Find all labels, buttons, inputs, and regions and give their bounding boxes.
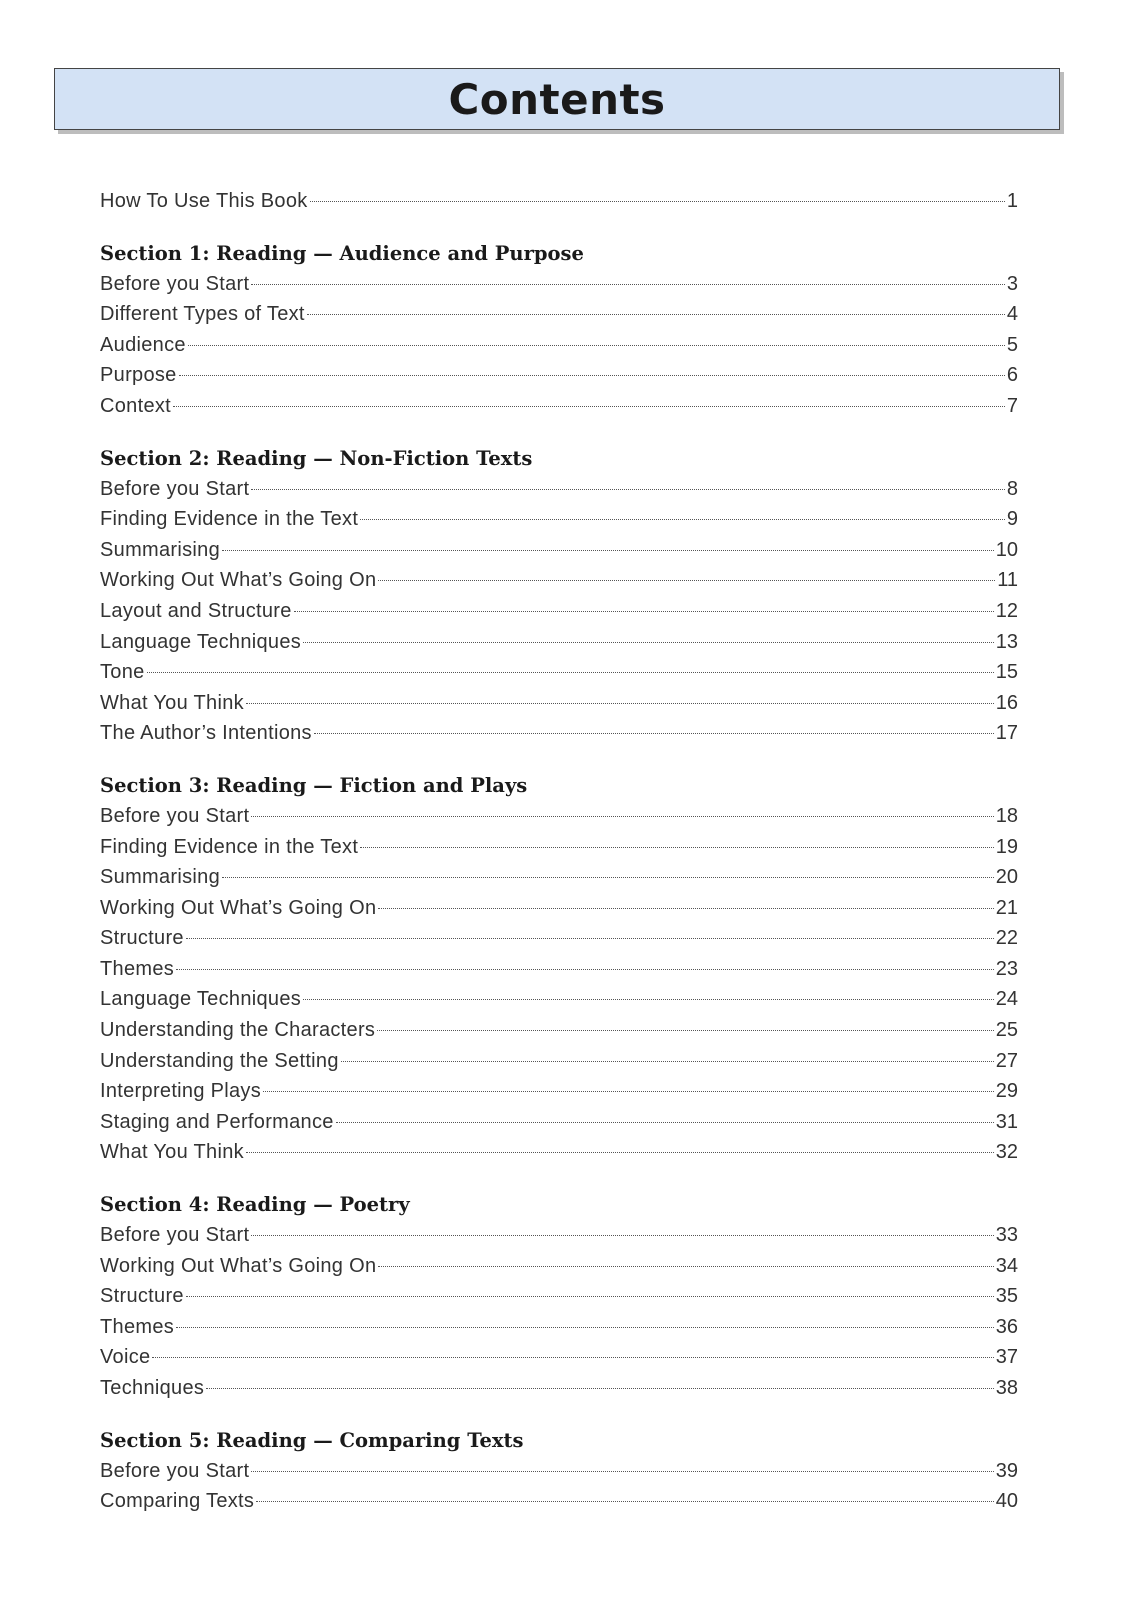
- toc-entry[interactable]: [100, 1107, 1018, 1138]
- dot-leader: [303, 642, 994, 643]
- toc-entry-label: Finding Evidence in the Text: [100, 835, 359, 858]
- toc-entry-label: Before you Start: [100, 272, 250, 295]
- toc-entry-page: 8: [1006, 477, 1018, 500]
- toc-entry-label: Before you Start: [100, 477, 250, 500]
- toc-entry[interactable]: [100, 330, 1018, 361]
- toc-entry-label: Themes: [100, 1315, 175, 1338]
- toc-entry-page: 39: [995, 1459, 1018, 1482]
- toc-entry-label: Working Out What’s Going On: [100, 1254, 377, 1277]
- toc-entry-label: What You Think: [100, 1141, 244, 1164]
- toc-entry-page: 15: [995, 661, 1018, 684]
- toc-entry-page: 33: [995, 1224, 1018, 1247]
- dot-leader: [152, 1357, 993, 1358]
- toc-entry-label: Language Techniques: [100, 630, 302, 653]
- toc-entry[interactable]: [100, 535, 1018, 566]
- toc-entry-page: 1: [1006, 190, 1018, 212]
- toc-entry-label: Audience: [100, 333, 186, 356]
- toc-entry-page: 11: [997, 569, 1018, 592]
- toc-entry-page: 13: [995, 630, 1018, 653]
- toc-entry-page: 9: [1006, 508, 1018, 531]
- toc-entry-label: Summarising: [100, 538, 220, 561]
- toc-entry-label: Interpreting Plays: [100, 1080, 262, 1103]
- dot-leader: [303, 999, 994, 1000]
- dot-leader: [307, 314, 1005, 315]
- dot-leader: [360, 519, 1005, 520]
- dot-leader: [263, 1091, 994, 1092]
- toc-section-1: [100, 239, 1018, 422]
- toc-entry-page: 38: [995, 1377, 1018, 1399]
- dot-leader: [246, 1152, 994, 1153]
- section-title: Section 4: Reading — Poetry: [100, 1193, 410, 1217]
- toc-entry-page: 35: [995, 1285, 1018, 1308]
- section-title: Section 3: Reading — Fiction and Plays: [100, 773, 528, 797]
- dot-leader: [176, 1327, 994, 1328]
- toc-entry[interactable]: [100, 360, 1018, 391]
- toc-entry[interactable]: [100, 984, 1018, 1015]
- toc-entry[interactable]: [100, 627, 1018, 658]
- toc-entry-page: 16: [995, 691, 1018, 714]
- toc-entry-label: Working Out What’s Going On: [100, 896, 377, 919]
- toc-entry-page: 34: [995, 1254, 1018, 1277]
- dot-leader: [336, 1122, 994, 1123]
- toc-entry-label: Context: [100, 394, 172, 417]
- dot-leader: [251, 284, 1005, 285]
- contents-banner: [54, 68, 1060, 130]
- toc-entry[interactable]: [100, 565, 1018, 596]
- toc-entry-page: 5: [1006, 333, 1018, 356]
- toc-entry-label: What You Think: [100, 691, 244, 714]
- toc-entry-page: 7: [1006, 394, 1018, 417]
- toc-entry-label: The Author’s Intentions: [100, 722, 312, 745]
- toc-entry-page: 29: [995, 1080, 1018, 1103]
- toc-entry[interactable]: [100, 1342, 1018, 1373]
- toc-entry-page: 40: [995, 1490, 1018, 1513]
- toc-entry-page: 22: [995, 927, 1018, 950]
- toc-entry-page: 32: [995, 1141, 1018, 1164]
- toc-entry[interactable]: [100, 1137, 1018, 1168]
- toc-entry-label: Before you Start: [100, 1459, 250, 1482]
- dot-leader: [341, 1061, 994, 1062]
- dot-leader: [314, 733, 994, 734]
- toc-entry-label: How To Use This Book: [100, 190, 308, 212]
- toc-entry[interactable]: [100, 1251, 1018, 1282]
- dot-leader: [378, 908, 993, 909]
- toc-entry-page: 23: [995, 957, 1018, 980]
- toc-entry-label: Finding Evidence in the Text: [100, 508, 359, 531]
- dot-leader: [186, 938, 994, 939]
- dot-leader: [251, 489, 1005, 490]
- dot-leader: [377, 1030, 994, 1031]
- section-title: Section 5: Reading — Comparing Texts: [100, 1428, 524, 1452]
- toc-entry[interactable]: [100, 923, 1018, 954]
- dot-leader: [360, 847, 994, 848]
- dot-leader: [176, 969, 994, 970]
- toc-entry-label: Understanding the Setting: [100, 1049, 339, 1072]
- toc-entry-page: 24: [995, 988, 1018, 1011]
- toc-entry-label: Different Types of Text: [100, 303, 305, 326]
- toc-entry[interactable]: [100, 801, 1018, 832]
- toc-entry-page: 19: [995, 835, 1018, 858]
- toc-entry[interactable]: [100, 1456, 1018, 1487]
- dot-leader: [294, 611, 994, 612]
- toc-section-5: [100, 1426, 1018, 1517]
- toc-entry[interactable]: [100, 1373, 1018, 1404]
- dot-leader: [179, 375, 1005, 376]
- toc-entry[interactable]: [100, 596, 1018, 627]
- toc-entry-page: 3: [1006, 272, 1018, 295]
- dot-leader: [310, 201, 1005, 202]
- toc-entry[interactable]: [100, 1046, 1018, 1077]
- toc-section-3: [100, 771, 1018, 1168]
- toc-entry-label: Techniques: [100, 1377, 205, 1399]
- toc-entry-label: Staging and Performance: [100, 1110, 334, 1133]
- toc-entry-label: Layout and Structure: [100, 599, 292, 622]
- toc-entry[interactable]: [100, 657, 1018, 688]
- toc-entry[interactable]: [100, 718, 1018, 749]
- dot-leader: [147, 672, 994, 673]
- toc-entry[interactable]: [100, 1312, 1018, 1343]
- toc-entry[interactable]: [100, 1281, 1018, 1312]
- toc-entry-page: 37: [995, 1346, 1018, 1369]
- table-of-contents: [100, 186, 1018, 1517]
- toc-entry-page: 12: [995, 599, 1018, 622]
- toc-entry-label: Voice: [100, 1346, 151, 1369]
- toc-entry[interactable]: [100, 893, 1018, 924]
- dot-leader: [378, 580, 995, 581]
- toc-entry[interactable]: [100, 954, 1018, 985]
- dot-leader: [246, 703, 994, 704]
- toc-entry-page: 36: [995, 1315, 1018, 1338]
- toc-entry-page: 10: [995, 538, 1018, 561]
- toc-entry-label: Structure: [100, 927, 184, 950]
- toc-entry[interactable]: [100, 269, 1018, 300]
- toc-entry[interactable]: [100, 688, 1018, 719]
- toc-entry-page: 6: [1006, 364, 1018, 387]
- toc-entry[interactable]: [100, 504, 1018, 535]
- toc-entry[interactable]: [100, 1076, 1018, 1107]
- toc-entry[interactable]: [100, 391, 1018, 422]
- dot-leader: [188, 345, 1005, 346]
- dot-leader: [186, 1296, 994, 1297]
- toc-section-2: [100, 444, 1018, 749]
- toc-entry-page: 27: [995, 1049, 1018, 1072]
- toc-entry-page: 21: [995, 896, 1018, 919]
- toc-entry[interactable]: [100, 832, 1018, 863]
- dot-leader: [222, 550, 994, 551]
- dot-leader: [222, 877, 994, 878]
- dot-leader: [251, 1471, 993, 1472]
- toc-entry-page: 4: [1006, 303, 1018, 326]
- toc-entry-label: Before you Start: [100, 1224, 250, 1247]
- toc-entry[interactable]: [100, 1220, 1018, 1251]
- toc-entry-page: 25: [995, 1019, 1018, 1042]
- toc-entry-label: Tone: [100, 661, 145, 684]
- toc-entry-page: 17: [995, 722, 1018, 745]
- section-title: Section 1: Reading — Audience and Purpose: [100, 241, 584, 265]
- toc-entry-label: Comparing Texts: [100, 1490, 255, 1513]
- dot-leader: [206, 1388, 994, 1389]
- dot-leader: [173, 406, 1005, 407]
- toc-entry-page: 20: [995, 866, 1018, 889]
- toc-entry-label: Themes: [100, 957, 175, 980]
- dot-leader: [251, 1235, 993, 1236]
- toc-section-4: [100, 1190, 1018, 1404]
- dot-leader: [378, 1266, 993, 1267]
- toc-entry-label: Structure: [100, 1285, 184, 1308]
- section-title: Section 2: Reading — Non-Fiction Texts: [100, 446, 533, 470]
- toc-entry-label: Purpose: [100, 364, 177, 387]
- toc-entry[interactable]: [100, 1015, 1018, 1046]
- toc-entry[interactable]: [100, 1486, 1018, 1517]
- page-title: Contents: [448, 74, 666, 124]
- toc-entry-label: Language Techniques: [100, 988, 302, 1011]
- toc-entry-page: 18: [995, 804, 1018, 827]
- dot-leader: [251, 816, 993, 817]
- toc-entry[interactable]: [100, 862, 1018, 893]
- toc-entry-page: 31: [995, 1110, 1018, 1133]
- toc-entry-intro[interactable]: [100, 186, 1018, 217]
- dot-leader: [256, 1501, 994, 1502]
- toc-entry-label: Working Out What’s Going On: [100, 569, 377, 592]
- toc-entry[interactable]: [100, 299, 1018, 330]
- toc-entry-label: Summarising: [100, 866, 220, 889]
- toc-entry-label: Understanding the Characters: [100, 1019, 376, 1042]
- toc-entry[interactable]: [100, 474, 1018, 505]
- toc-entry-label: Before you Start: [100, 804, 250, 827]
